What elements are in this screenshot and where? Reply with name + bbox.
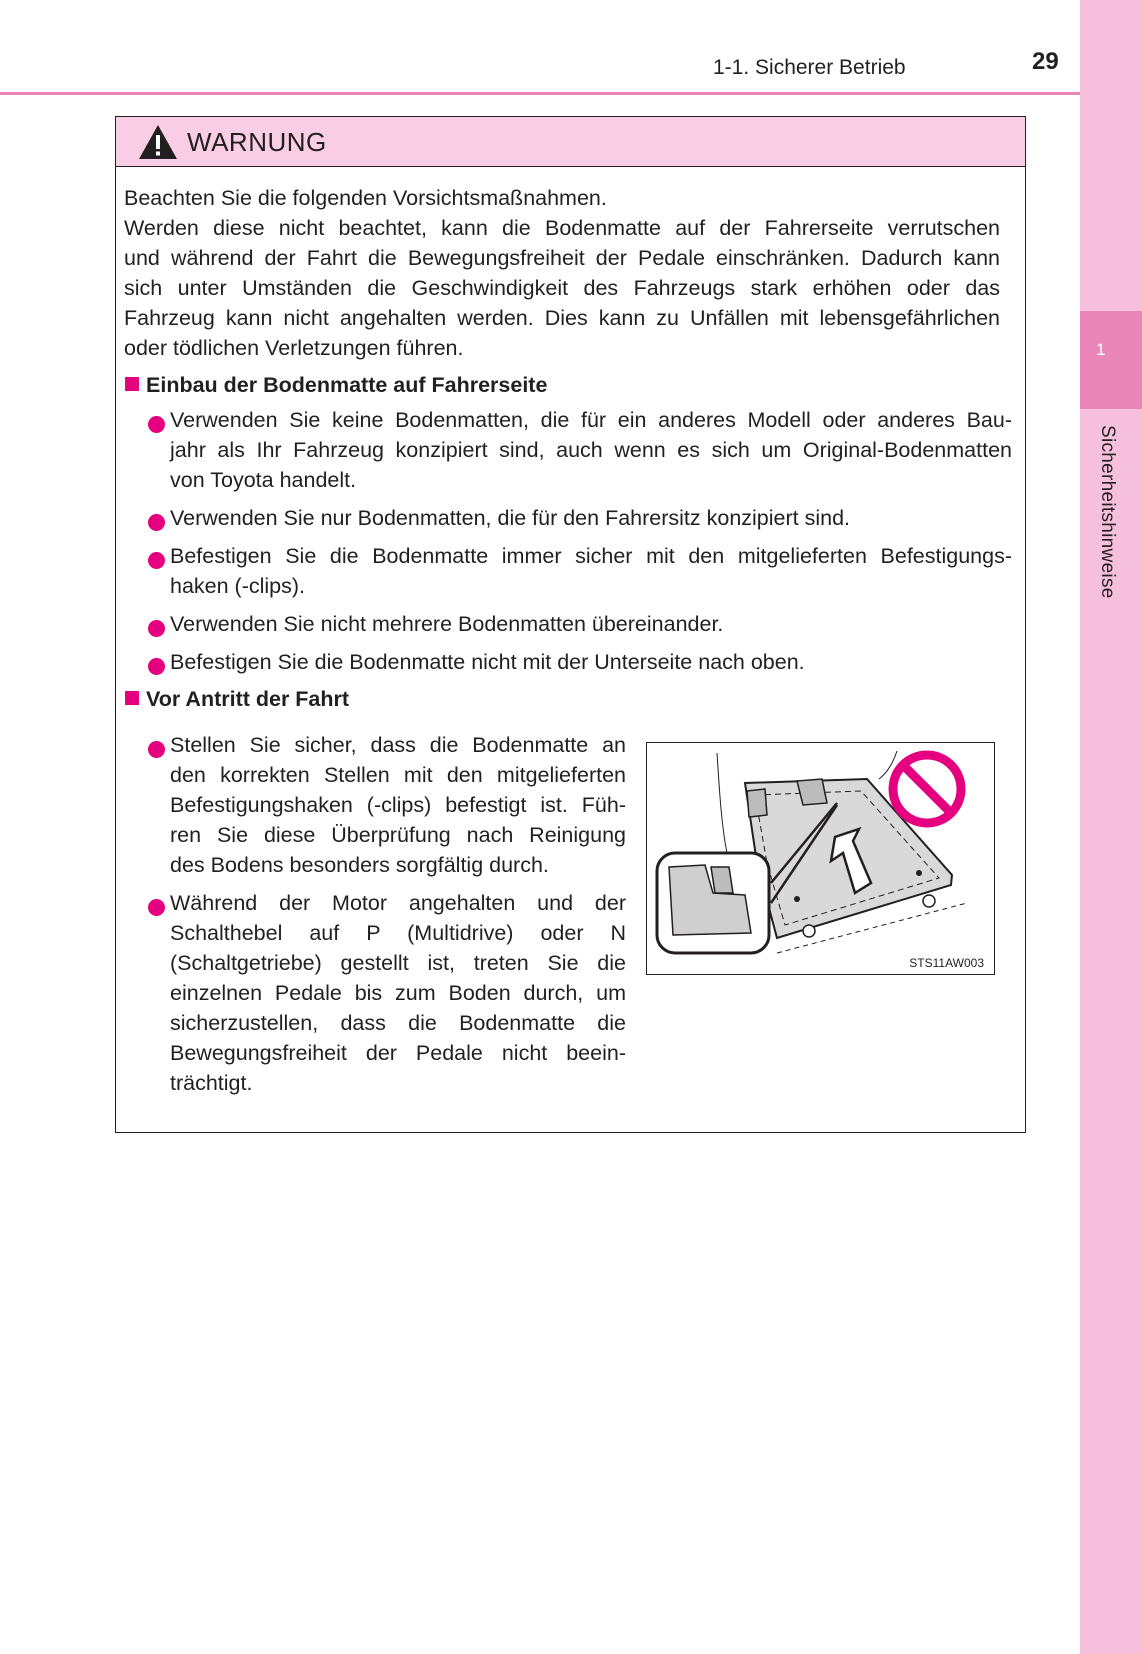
subheading: Einbau der Bodenmatte auf Fahrerseite xyxy=(125,370,547,400)
bullet-icon xyxy=(148,741,165,758)
header-rule xyxy=(0,92,1080,95)
bullet-line: den korrekten Stellen mit den mitgelieferten xyxy=(170,763,626,787)
bullet-line: ren Sie diese Überprüfung nach Reinigung xyxy=(170,823,626,847)
warning-box xyxy=(115,116,1026,1133)
section-title: 1-1. Sicherer Betrieb xyxy=(713,56,906,79)
intro-line: Werden diese nicht beachtet, kann die Bodenmatte auf der Fahrerseite verrutschen xyxy=(124,216,1000,240)
chapter-tab xyxy=(1080,311,1142,409)
bullet-line: Bewegungsfreiheit der Pedale nicht beein- xyxy=(170,1041,626,1065)
page-number: 29 xyxy=(1032,48,1059,75)
intro-line: Fahrzeug kann nicht angehalten werden. Dies kann zu Unfällen mit lebensgefährlichen xyxy=(124,306,1000,330)
bullet-line: Verwenden Sie nicht mehrere Bodenmatten übereinander. xyxy=(170,612,724,636)
bullet-icon xyxy=(148,620,165,637)
intro-line: oder tödlichen Verletzungen führen. xyxy=(124,336,464,360)
warning-title: WARNUNG xyxy=(187,127,327,157)
bullet-line: Während der Motor angehalten und der xyxy=(170,891,626,915)
floor-mat-drawing xyxy=(647,743,993,973)
bullet-line: (Schaltgetriebe) gestellt ist, treten Sie die xyxy=(170,951,626,975)
bullet-line: von Toyota handelt. xyxy=(170,468,357,492)
bullet-icon xyxy=(148,658,165,675)
bullet-icon xyxy=(148,552,165,569)
bullet-line: Schalthebel auf P (Multidrive) oder N xyxy=(170,921,626,945)
bullet-line: Befestigen Sie die Bodenmatte immer sicher mit den mitgelieferten Befestigungs- xyxy=(170,544,1012,568)
floor-mat-illustration xyxy=(646,742,995,975)
bullet-line: Stellen Sie sicher, dass die Bodenmatte an xyxy=(170,733,626,757)
figure-code: STS11AW003 xyxy=(909,956,984,970)
square-bullet-icon xyxy=(125,691,139,705)
bullet-line: haken (-clips). xyxy=(170,574,306,598)
square-bullet-icon xyxy=(125,377,139,391)
side-strip xyxy=(1080,0,1142,1654)
bullet-line: einzelnen Pedale bis zum Boden durch, um xyxy=(170,981,626,1005)
chapter-title: Sicherheitshinweise xyxy=(1097,425,1118,599)
intro-line: Beachten Sie die folgenden Vorsichtsmaßnahmen. xyxy=(124,186,607,210)
chapter-number: 1 xyxy=(1096,340,1106,359)
bullet-line: Verwenden Sie nur Bodenmatten, die für den Fahrersitz konzipiert sind. xyxy=(170,506,851,530)
bullet-line: Verwenden Sie keine Bodenmatten, die für ein anderes Modell oder anderes Bau- xyxy=(170,408,1012,432)
warning-triangle-icon xyxy=(138,124,178,160)
bullet-line: Befestigen Sie die Bodenmatte nicht mit der Unterseite nach oben. xyxy=(170,650,805,674)
prohibition-icon xyxy=(893,755,961,823)
intro-line: sich unter Umständen die Geschwindigkeit des Fahrzeugs stark erhöhen oder das xyxy=(124,276,1000,300)
bullet-icon xyxy=(148,416,165,433)
bullet-line: Befestigungshaken (-clips) befestigt ist. Füh- xyxy=(170,793,626,817)
bullet-icon xyxy=(148,514,165,531)
bullet-line: des Bodens besonders sorgfältig durch. xyxy=(170,853,549,877)
warning-header xyxy=(116,117,1025,167)
bullet-line: trächtigt. xyxy=(170,1071,253,1095)
intro-line: und während der Fahrt die Bewegungsfreiheit der Pedale einschränken. Dadurch kann xyxy=(124,246,1000,270)
bullet-line: sicherzustellen, dass die Bodenmatte die xyxy=(170,1011,626,1035)
bullet-icon xyxy=(148,899,165,916)
bullet-line: jahr als Ihr Fahrzeug konzipiert sind, auch wenn es sich um Original-Bodenmatten xyxy=(170,438,1012,462)
subheading: Vor Antritt der Fahrt xyxy=(125,684,349,714)
